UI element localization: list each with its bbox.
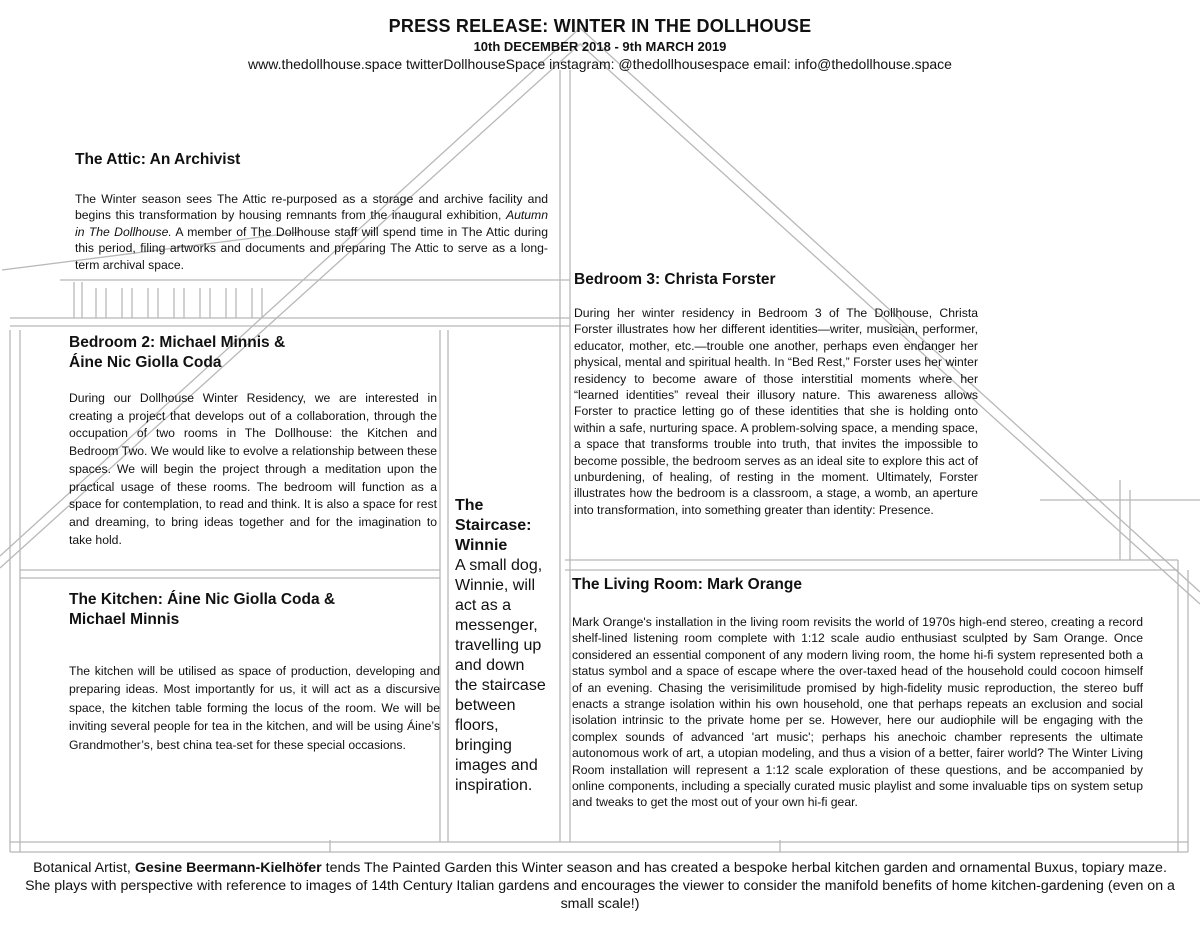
staircase-text: A small dog, Winnie, will act as a messenger, travelling up and down the staircase between floors, bringing images and inspiration. [455,557,546,794]
bedroom3-text: During her winter residency in Bedroom 3 of The Dollhouse, Christa Forster illustrates how her different identities—writer, musician, performer, educator, mother, etc.—trouble one another, perhaps even endanger her physical, mental and spiritual health. In “Bed Rest,” Forster uses her winter residency to become aware of those interstitial moments where her “learned identities” reveal their illusory nature. This awareness allows Forster to practice letting go of these identities that she is holding onto within a safe, nurturing space. A problem-solving space, a mending space, a space that transforms trouble into truth, that invites the impossible to become possible, the bedroom serves as an ideal site to explore this act of unburdening, of healing, of resting in the moment. Ultimately, Forster illustrates how the bedroom is a classroom, a stage, a womb, an aperture into transformation, into something greater than identity: Presence. [574,306,978,517]
bedroom3-heading: Bedroom 3: Christa Forster [574,271,776,288]
living-room-section [572,575,1143,811]
garden-text-start: Botanical Artist, [33,860,135,876]
attic-exhibition-title: Autumn in The Dollhouse. [75,208,548,239]
exhibition-dates: 10th DECEMBER 2018 - 9th MARCH 2019 [473,39,727,54]
bedroom2-heading-line2: Áine Nic Giolla Coda [69,354,222,371]
attic-text-end: A member of The Dollhouse staff will spend time in The Attic during this period, filing artworks and documents and preparing The Attic to serve as a long-term archival space. [75,224,548,272]
bedroom2-section [69,333,437,549]
kitchen-text: The kitchen will be utilised as space of production, developing and preparing ideas. Most importantly for us, it will act as a discursive space, the kitchen table forming the locus of the room. We will be inviting several people for tea in the kitchen, and will be using Áine’s Grandmother’s, best china tea-set for these special occasions. [69,664,440,752]
press-release-title: PRESS RELEASE: WINTER IN THE DOLLHOUSE [388,16,812,36]
staircase-heading: The Staircase: Winnie [455,497,532,554]
press-release-header [0,14,1200,73]
kitchen-section [69,590,440,754]
attic-text [75,191,548,273]
kitchen-heading-line2: Michael Minnis [69,611,180,628]
attic-section [75,150,548,273]
garden-text-end: tends The Painted Garden this Winter season and has created a bespoke herbal kitchen garden and ornamental Buxus, topiary maze. She plays with perspective with reference to images of 14th Century Italian gardens and encourages the viewer to consider the manifold benefits of home kitchen-gardening (even on a small scale!) [25,860,1175,912]
staircase-section [455,496,550,796]
bedroom2-text: During our Dollhouse Winter Residency, we are interested in creating a project that develops out of a collaboration, through the occupation of two rooms in The Dollhouse: the Kitchen and Bedroom Two. We would like to evolve a relationship between these spaces. We will begin the project through a meditation upon the practical usage of these rooms. The bedroom will function as a space for contemplation, to read and think. It is also a space for rest and dreaming, to bring ideas together and for the imagination to take hold. [69,391,437,547]
bedroom2-heading-line1: Bedroom 2: Michael Minnis & [69,334,286,351]
living-room-heading: The Living Room: Mark Orange [572,576,802,593]
bedroom2-heading [69,333,437,373]
attic-heading: The Attic: An Archivist [75,151,241,168]
kitchen-heading-line1: The Kitchen: Áine Nic Giolla Coda & [69,591,336,608]
bedroom3-section [574,270,978,518]
painted-garden-note [24,859,1176,913]
kitchen-heading [69,590,440,630]
attic-text-start: The Winter season sees The Attic re-purposed as a storage and archive facility and begins this transformation by housing remnants from the inaugural exhibition, [75,192,548,223]
contact-line: www.thedollhouse.space twitterDollhouseSpace instagram: @thedollhousespace email: info@thedollhouse.space [248,56,952,72]
garden-artist-name: Gesine Beermann-Kielhöfer [134,860,322,876]
living-room-text: Mark Orange's installation in the living room revisits the world of 1970s high-end stereo, creating a record shelf-lined listening room complete with 1:12 scale audio enthusiast sculpted by Sam Orange. Once considered an essential component of any modern living room, the home hi-fi system represented both a status symbol and a space of escape where the over-taxed head of the household could cocoon himself of an evening. Chasing the verisimilitude promised by high-fidelity music reproduction, the stereo buff enacts a strange isolation within his own household, one that perhaps repeats an exclusion and social isolation intrinsic to the private home per se. However, here our audiophile will be engaging with the complex sounds of advanced 'art music'; perhaps his anechoic chamber represents the ultimate autonomous work of art, a utopian modeling, and thus a vision of a better, fairer world? The Winter Living Room installation will represent a 1:12 scale exploration of these questions, and be accompanied by online components, including a specially curated music playlist and some invaluable tips on system setup and tweaks to get the most out of your own hi-fi gear. [572,615,1143,810]
